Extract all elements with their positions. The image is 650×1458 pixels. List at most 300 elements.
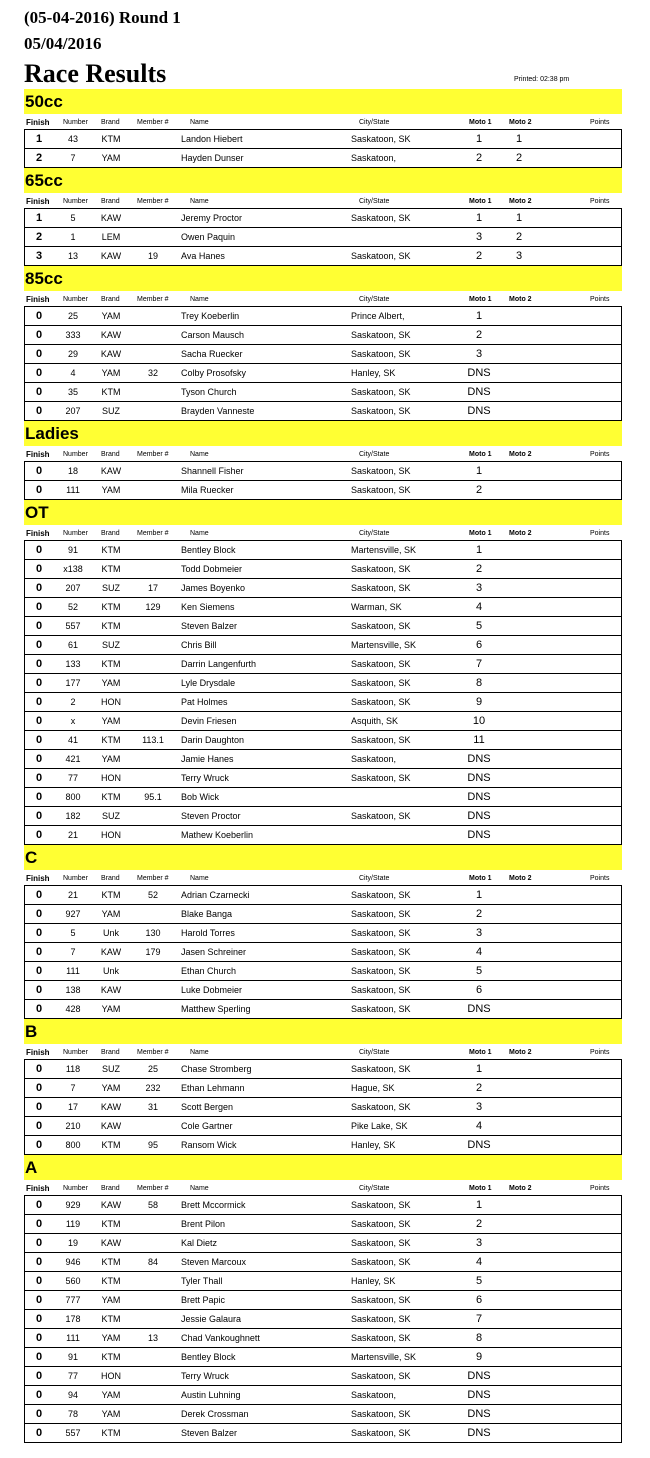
class-section (24, 421, 622, 500)
cell-number: 560 (65, 1276, 81, 1286)
cell-number: 41 (67, 735, 78, 745)
table-row (24, 807, 622, 826)
table-row (24, 560, 622, 579)
cell-finish: 0 (36, 563, 43, 575)
cell-number: 19 (67, 1238, 78, 1248)
column-header-moto1: Moto 1 (469, 451, 492, 458)
cell-finish: 0 (36, 715, 43, 727)
cell-name: Chase Stromberg (181, 1064, 252, 1074)
column-header-moto1: Moto 1 (469, 198, 492, 205)
cell-finish: 0 (36, 810, 43, 822)
cell-brand: SUZ (102, 640, 120, 650)
cell-brand: SUZ (102, 406, 120, 416)
cell-name: Brayden Vanneste (181, 406, 255, 416)
cell-moto1: 5 (475, 1275, 483, 1287)
table-row (24, 962, 622, 981)
cell-brand: Unk (102, 928, 119, 938)
column-header-city: City/State (359, 875, 390, 882)
cell-number: 207 (65, 583, 81, 593)
table-row (24, 924, 622, 943)
column-header-moto2: Moto 2 (509, 451, 532, 458)
table-row (24, 364, 622, 383)
cell-number: 91 (67, 545, 78, 555)
cell-moto1: DNS (467, 791, 491, 803)
table-row (24, 1329, 622, 1348)
cell-moto1: 2 (475, 484, 483, 496)
cell-member: 31 (147, 1102, 158, 1112)
cell-finish: 0 (36, 310, 43, 322)
column-header-moto2: Moto 2 (509, 530, 532, 537)
cell-moto1: 2 (475, 152, 483, 164)
cell-brand: KAW (100, 985, 122, 995)
column-header-name: Name (190, 119, 209, 126)
class-section (24, 168, 622, 266)
class-title: 85cc (24, 266, 622, 291)
cell-finish: 0 (36, 1294, 43, 1306)
table-row (24, 655, 622, 674)
table-row (24, 1117, 622, 1136)
cell-moto1: 1 (475, 465, 483, 477)
cell-name: Darin Daughton (181, 735, 245, 745)
cell-city: Saskatoon, SK (351, 909, 411, 919)
cell-finish: 0 (36, 1139, 43, 1151)
cell-moto1: 2 (475, 329, 483, 341)
table-row (24, 712, 622, 731)
cell-finish: 1 (36, 212, 43, 224)
cell-name: Chris Bill (181, 640, 217, 650)
cell-brand: KTM (101, 1140, 121, 1150)
table-row (24, 598, 622, 617)
cell-number: 13 (67, 251, 78, 261)
class-title: A (24, 1155, 622, 1180)
column-header-moto2: Moto 2 (509, 1049, 532, 1056)
cell-city: Saskatoon, (351, 754, 397, 764)
cell-name: Darrin Langenfurth (181, 659, 257, 669)
cell-city: Saskatoon, SK (351, 485, 411, 495)
cell-moto1: DNS (467, 1408, 491, 1420)
cell-finish: 0 (36, 348, 43, 360)
cell-brand: KAW (100, 1102, 122, 1112)
cell-moto1: DNS (467, 405, 491, 417)
cell-finish: 0 (36, 544, 43, 556)
cell-brand: HON (101, 830, 121, 840)
column-header-finish: Finish (26, 1184, 50, 1193)
cell-brand: YAM (101, 1295, 121, 1305)
table-row (24, 326, 622, 345)
cell-city: Martensville, SK (351, 1352, 417, 1362)
table-row (24, 617, 622, 636)
cell-moto1: 6 (475, 1294, 483, 1306)
cell-brand: KTM (101, 564, 121, 574)
column-header-points: Points (590, 296, 610, 303)
results-table (24, 208, 622, 266)
cell-member: 113.1 (142, 735, 164, 745)
cell-name: Brett Papic (181, 1295, 226, 1305)
cell-name: Chad Vankoughnett (181, 1333, 260, 1343)
cell-name: Adrian Czarnecki (181, 890, 250, 900)
column-header-number: Number (63, 530, 88, 537)
cell-name: Austin Luhning (181, 1390, 241, 1400)
cell-name: Ethan Lehmann (181, 1083, 245, 1093)
cell-moto1: 6 (475, 639, 483, 651)
table-row (24, 462, 622, 481)
column-header-moto1: Moto 1 (469, 1049, 492, 1056)
cell-name: Cole Gartner (181, 1121, 233, 1131)
cell-brand: KTM (101, 1276, 121, 1286)
column-header-moto2: Moto 2 (509, 296, 532, 303)
cell-moto1: 2 (475, 1082, 483, 1094)
cell-moto1: 2 (475, 908, 483, 920)
cell-number: 929 (65, 1200, 81, 1210)
cell-city: Saskatoon, SK (351, 134, 411, 144)
cell-city: Asquith, SK (351, 716, 399, 726)
cell-city: Saskatoon, SK (351, 1333, 411, 1343)
cell-city: Saskatoon, SK (351, 1219, 411, 1229)
table-row (24, 1367, 622, 1386)
cell-city: Saskatoon, SK (351, 1257, 411, 1267)
cell-number: 21 (67, 890, 78, 900)
cell-brand: HON (101, 1371, 121, 1381)
column-header-city: City/State (359, 1185, 390, 1192)
column-header-city: City/State (359, 530, 390, 537)
cell-brand: YAM (101, 1004, 121, 1014)
cell-finish: 0 (36, 791, 43, 803)
cell-number: 421 (65, 754, 81, 764)
cell-finish: 0 (36, 601, 43, 613)
cell-moto1: 1 (475, 310, 483, 322)
column-header-number: Number (63, 875, 88, 882)
column-header-finish: Finish (26, 874, 50, 883)
cell-member: 19 (147, 251, 158, 261)
cell-number: 927 (65, 909, 81, 919)
table-row (24, 247, 622, 266)
cell-city: Saskatoon, SK (351, 1004, 411, 1014)
table-row (24, 1291, 622, 1310)
class-title: C (24, 845, 622, 870)
cell-brand: YAM (101, 909, 121, 919)
cell-name: Trey Koeberlin (181, 311, 240, 321)
cell-finish: 0 (36, 734, 43, 746)
cell-name: Terry Wruck (181, 773, 229, 783)
cell-city: Saskatoon, SK (351, 1238, 411, 1248)
cell-finish: 0 (36, 1199, 43, 1211)
column-header-finish: Finish (26, 295, 50, 304)
table-row (24, 402, 622, 421)
column-header-number: Number (63, 451, 88, 458)
cell-finish: 0 (36, 1351, 43, 1363)
cell-name: Sacha Ruecker (181, 349, 243, 359)
column-header-finish: Finish (26, 197, 50, 206)
cell-brand: KAW (100, 349, 122, 359)
cell-city: Hanley, SK (351, 1140, 396, 1150)
cell-number: 77 (67, 773, 78, 783)
cell-number: 7 (70, 153, 76, 163)
table-row (24, 541, 622, 560)
cell-moto1: 2 (475, 1218, 483, 1230)
class-title: B (24, 1019, 622, 1044)
table-row (24, 1098, 622, 1117)
cell-city: Saskatoon, SK (351, 1409, 411, 1419)
column-header-member: Member # (137, 875, 169, 882)
cell-finish: 0 (36, 946, 43, 958)
cell-number: 77 (67, 1371, 78, 1381)
cell-moto1: 8 (475, 677, 483, 689)
table-row (24, 1405, 622, 1424)
cell-brand: SUZ (102, 811, 120, 821)
cell-moto1: 5 (475, 965, 483, 977)
cell-name: Luke Dobmeier (181, 985, 243, 995)
cell-brand: Unk (102, 966, 119, 976)
cell-moto2: 1 (515, 212, 523, 224)
cell-moto1: 3 (475, 231, 483, 243)
cell-city: Martensville, SK (351, 545, 417, 555)
cell-brand: SUZ (102, 1064, 120, 1074)
cell-name: Jessie Galaura (181, 1314, 242, 1324)
column-header-moto1: Moto 1 (469, 875, 492, 882)
results-table (24, 540, 622, 845)
results-table (24, 129, 622, 168)
cell-number: x138 (63, 564, 83, 574)
column-header-city: City/State (359, 296, 390, 303)
cell-name: Blake Banga (181, 909, 233, 919)
table-row (24, 731, 622, 750)
cell-number: 21 (67, 830, 78, 840)
cell-brand: KTM (101, 134, 121, 144)
cell-number: 777 (65, 1295, 81, 1305)
table-row (24, 1079, 622, 1098)
cell-number: 557 (65, 1428, 81, 1438)
column-header-points: Points (590, 530, 610, 537)
cell-city: Saskatoon, SK (351, 1295, 411, 1305)
cell-number: 7 (70, 1083, 76, 1093)
cell-number: 210 (65, 1121, 81, 1131)
cell-brand: KTM (101, 1257, 121, 1267)
column-header-points: Points (590, 119, 610, 126)
cell-brand: YAM (101, 1083, 121, 1093)
cell-name: Devin Friesen (181, 716, 237, 726)
cell-member: 32 (147, 368, 158, 378)
cell-city: Saskatoon, SK (351, 621, 411, 631)
cell-brand: KTM (101, 602, 121, 612)
cell-name: James Boyenko (181, 583, 246, 593)
column-header-member: Member # (137, 1185, 169, 1192)
cell-name: Pat Holmes (181, 697, 228, 707)
cell-finish: 2 (36, 152, 43, 164)
cell-brand: KAW (100, 1121, 122, 1131)
cell-finish: 0 (36, 927, 43, 939)
cell-finish: 0 (36, 1408, 43, 1420)
cell-finish: 0 (36, 753, 43, 765)
results-table (24, 1195, 622, 1443)
cell-finish: 0 (36, 1218, 43, 1230)
cell-name: Jamie Hanes (181, 754, 234, 764)
cell-number: 182 (65, 811, 81, 821)
column-header-moto2: Moto 2 (509, 198, 532, 205)
cell-moto1: 4 (475, 1256, 483, 1268)
table-row (24, 1215, 622, 1234)
cell-brand: KAW (100, 1238, 122, 1248)
cell-moto2: 3 (515, 250, 523, 262)
cell-moto2: 2 (515, 231, 523, 243)
cell-moto1: DNS (467, 1139, 491, 1151)
cell-moto1: DNS (467, 810, 491, 822)
cell-number: 177 (65, 678, 81, 688)
cell-moto1: 4 (475, 601, 483, 613)
cell-name: Kal Dietz (181, 1238, 218, 1248)
cell-brand: YAM (101, 716, 121, 726)
class-title: 50cc (24, 89, 622, 114)
cell-moto1: 1 (475, 1063, 483, 1075)
cell-city: Saskatoon, SK (351, 697, 411, 707)
cell-number: 111 (66, 1333, 80, 1343)
cell-brand: YAM (101, 485, 121, 495)
cell-number: 428 (65, 1004, 81, 1014)
cell-name: Colby Prosofsky (181, 368, 247, 378)
cell-finish: 0 (36, 1275, 43, 1287)
cell-brand: KTM (101, 545, 121, 555)
cell-name: Terry Wruck (181, 1371, 229, 1381)
cell-brand: KTM (101, 735, 121, 745)
cell-number: 61 (67, 640, 78, 650)
cell-number: 800 (65, 792, 81, 802)
cell-finish: 0 (36, 405, 43, 417)
table-row (24, 1348, 622, 1367)
cell-city: Saskatoon, SK (351, 1371, 411, 1381)
cell-number: 17 (67, 1102, 78, 1112)
cell-member: 179 (145, 947, 161, 957)
cell-city: Saskatoon, SK (351, 985, 411, 995)
column-header-member: Member # (137, 119, 169, 126)
cell-city: Saskatoon, SK (351, 387, 411, 397)
cell-name: Shannell Fisher (181, 466, 244, 476)
cell-moto1: 2 (475, 563, 483, 575)
cell-member: 95.1 (144, 792, 162, 802)
column-header-number: Number (63, 296, 88, 303)
cell-number: 7 (70, 947, 76, 957)
cell-name: Mathew Koeberlin (181, 830, 254, 840)
cell-brand: KTM (101, 792, 121, 802)
cell-city: Saskatoon, SK (351, 1064, 411, 1074)
cell-number: 29 (67, 349, 78, 359)
table-row (24, 1310, 622, 1329)
cell-number: 557 (65, 621, 81, 631)
cell-name: Jeremy Proctor (181, 213, 243, 223)
cell-number: 111 (66, 966, 80, 976)
column-header-number: Number (63, 1185, 88, 1192)
cell-brand: KTM (101, 1219, 121, 1229)
cell-member: 25 (147, 1064, 158, 1074)
cell-city: Pike Lake, SK (351, 1121, 408, 1131)
cell-brand: KAW (100, 251, 122, 261)
column-header-member: Member # (137, 296, 169, 303)
cell-brand: HON (101, 697, 121, 707)
cell-finish: 0 (36, 1003, 43, 1015)
cell-name: Jasen Schreiner (181, 947, 247, 957)
event-date: 05/04/2016 (24, 34, 102, 53)
cell-finish: 2 (36, 231, 43, 243)
column-header-finish: Finish (26, 450, 50, 459)
cell-name: Harold Torres (181, 928, 235, 938)
cell-finish: 0 (36, 696, 43, 708)
column-header-city: City/State (359, 1049, 390, 1056)
cell-city: Saskatoon, SK (351, 466, 411, 476)
cell-name: Matthew Sperling (181, 1004, 251, 1014)
cell-brand: HON (101, 773, 121, 783)
column-header-name: Name (190, 451, 209, 458)
table-row (24, 383, 622, 402)
cell-finish: 0 (36, 1256, 43, 1268)
column-header-row (24, 193, 622, 208)
table-row (24, 1424, 622, 1443)
cell-brand: KAW (100, 330, 122, 340)
table-row (24, 943, 622, 962)
table-row (24, 228, 622, 247)
table-row (24, 579, 622, 598)
table-row (24, 1386, 622, 1405)
cell-moto1: 7 (475, 658, 483, 670)
cell-name: Owen Paquin (181, 232, 236, 242)
cell-brand: KAW (100, 1200, 122, 1210)
cell-city: Saskatoon, SK (351, 1102, 411, 1112)
cell-member: 52 (147, 890, 158, 900)
results-table (24, 885, 622, 1019)
cell-finish: 0 (36, 367, 43, 379)
column-header-brand: Brand (101, 1185, 120, 1192)
cell-brand: YAM (101, 1333, 121, 1343)
cell-name: Ethan Church (181, 966, 237, 976)
table-row (24, 130, 622, 149)
cell-brand: YAM (101, 1409, 121, 1419)
cell-name: Brent Pilon (181, 1219, 226, 1229)
cell-city: Saskatoon, SK (351, 966, 411, 976)
cell-number: 43 (67, 134, 78, 144)
cell-finish: 0 (36, 965, 43, 977)
cell-moto1: 8 (475, 1332, 483, 1344)
cell-finish: 0 (36, 484, 43, 496)
column-header-city: City/State (359, 119, 390, 126)
cell-number: 118 (65, 1064, 81, 1074)
cell-finish: 3 (36, 250, 43, 262)
cell-finish: 0 (36, 386, 43, 398)
cell-moto1: 1 (475, 1199, 483, 1211)
cell-finish: 0 (36, 1313, 43, 1325)
cell-moto1: 9 (475, 1351, 483, 1363)
column-header-member: Member # (137, 530, 169, 537)
cell-city: Hague, SK (351, 1083, 395, 1093)
cell-number: 18 (67, 466, 78, 476)
cell-moto1: DNS (467, 1370, 491, 1382)
cell-number: 35 (67, 387, 78, 397)
table-row (24, 750, 622, 769)
cell-brand: KTM (101, 659, 121, 669)
column-header-points: Points (590, 451, 610, 458)
column-header-brand: Brand (101, 198, 120, 205)
class-section (24, 500, 622, 845)
cell-brand: YAM (101, 311, 121, 321)
cell-moto1: 3 (475, 1237, 483, 1249)
cell-city: Prince Albert, (351, 311, 405, 321)
cell-finish: 0 (36, 658, 43, 670)
cell-finish: 0 (36, 465, 43, 477)
cell-city: Saskatoon, SK (351, 1314, 411, 1324)
cell-brand: KTM (101, 1428, 121, 1438)
column-header-moto1: Moto 1 (469, 119, 492, 126)
cell-moto1: 10 (472, 715, 486, 727)
cell-number: 52 (67, 602, 78, 612)
printed-time: Printed: 02:38 pm (514, 76, 570, 83)
cell-moto1: 1 (475, 889, 483, 901)
results-table (24, 306, 622, 421)
